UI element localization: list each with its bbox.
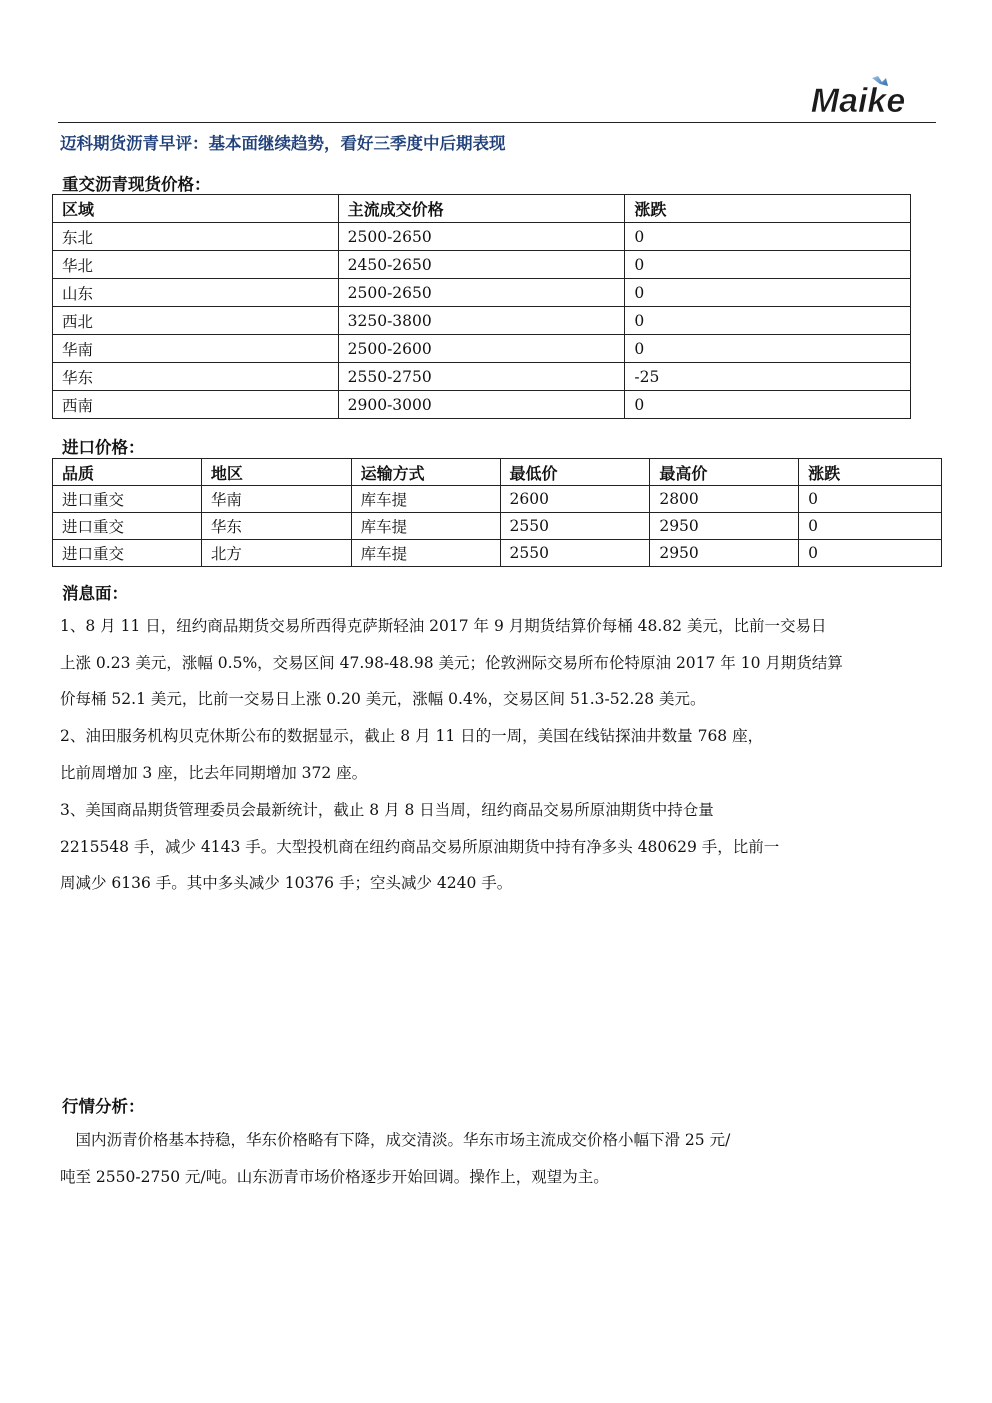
table-row — [53, 307, 911, 335]
table-cell: 0 — [799, 540, 942, 567]
table-row — [53, 251, 911, 279]
column-header: 涨跌 — [625, 195, 911, 223]
news-line: 比前周增加 3 座，比去年同期增加 372 座。 — [60, 763, 368, 782]
analysis-line: 吨至 2550-2750 元/吨。山东沥青市场价格逐步开始回调。操作上，观望为主。 — [60, 1167, 609, 1186]
news-line: 1、8 月 11 日，纽约商品期货交易所西得克萨斯轻油 2017 年 9 月期货结算价每桶 48.82 美元，比前一交易日 — [60, 617, 827, 635]
table-cell: 西南 — [53, 391, 339, 419]
table-cell: 2450-2650 — [338, 251, 625, 279]
table-cell: 华北 — [53, 251, 339, 279]
analysis-text — [60, 1122, 936, 1195]
table-cell: 0 — [799, 513, 942, 540]
document-title: 迈科期货沥青早评：基本面继续趋势，看好三季度中后期表现 — [60, 134, 506, 153]
analysis-heading: 行情分析： — [62, 1097, 145, 1116]
spot-price-heading: 重交沥青现货价格： — [62, 175, 211, 194]
table-cell: 2550-2750 — [338, 363, 625, 391]
maike-logo — [790, 76, 930, 118]
table-row — [53, 513, 942, 540]
table-cell: 0 — [625, 391, 911, 419]
news-line: 上涨 0.23 美元，涨幅 0.5%，交易区间 47.98-48.98 美元；伦敦洲际交易所布伦特原油 2017 年 10 月期货结算 — [60, 653, 843, 672]
news-line: 2、油田服务机构贝克休斯公布的数据显示，截止 8 月 11 日的一周，美国在线钻探油井数量 768 座， — [60, 727, 764, 745]
table-cell: 2500-2600 — [338, 335, 625, 363]
news-line: 3、美国商品期货管理委员会最新统计，截止 8 月 8 日当周，纽约商品交易所原油期货中持仓量 — [60, 801, 714, 819]
table-header-row — [53, 195, 911, 223]
table-cell: 2500-2650 — [338, 279, 625, 307]
table-cell: 2500-2650 — [338, 223, 625, 251]
table-row — [53, 279, 911, 307]
table-cell: 3250-3800 — [338, 307, 625, 335]
table-cell: 北方 — [201, 540, 351, 567]
table-cell: 2600 — [500, 486, 650, 513]
table-cell: 0 — [625, 335, 911, 363]
table-row — [53, 363, 911, 391]
table-cell: 库车提 — [351, 486, 500, 513]
table-row — [53, 223, 911, 251]
table-cell: 东北 — [53, 223, 339, 251]
table-cell: 2900-3000 — [338, 391, 625, 419]
page-header — [58, 70, 936, 123]
table-cell: 华南 — [201, 486, 351, 513]
import-price-heading: 进口价格： — [62, 438, 145, 457]
news-item — [60, 792, 936, 902]
column-header: 品质 — [53, 459, 202, 486]
column-header: 运输方式 — [351, 459, 500, 486]
table-cell: 华东 — [53, 363, 339, 391]
news-line: 周减少 6136 手。其中多头减少 10376 手；空头减少 4240 手。 — [60, 874, 513, 892]
table-header-row — [53, 459, 942, 486]
column-header: 区域 — [53, 195, 339, 223]
table-row — [53, 335, 911, 363]
news-line: 2215548 手，减少 4143 手。大型投机商在纽约商品交易所原油期货中持有净多头 480629 手，比前一 — [60, 837, 780, 856]
table-cell: 库车提 — [351, 513, 500, 540]
spot-price-table — [52, 194, 911, 419]
table-cell: 进口重交 — [53, 513, 202, 540]
column-header: 涨跌 — [799, 459, 942, 486]
news-line: 价每桶 52.1 美元，比前一交易日上涨 0.20 美元，涨幅 0.4%，交易区间 51.3-52.28 美元。 — [60, 690, 706, 708]
table-cell: 2550 — [500, 540, 650, 567]
table-cell: 2950 — [650, 513, 799, 540]
column-header: 最高价 — [650, 459, 799, 486]
table-row — [53, 486, 942, 513]
table-cell: 2800 — [650, 486, 799, 513]
news-item — [60, 608, 936, 718]
table-cell: 0 — [625, 307, 911, 335]
table-cell: 进口重交 — [53, 486, 202, 513]
import-price-table — [52, 458, 942, 567]
column-header: 主流成交价格 — [338, 195, 625, 223]
table-cell: 华南 — [53, 335, 339, 363]
news-heading: 消息面： — [62, 584, 128, 603]
column-header: 最低价 — [500, 459, 650, 486]
table-cell: 进口重交 — [53, 540, 202, 567]
table-cell: 2550 — [500, 513, 650, 540]
table-cell: 0 — [625, 251, 911, 279]
analysis-line: 国内沥青价格基本持稳，华东价格略有下降，成交清淡。华东市场主流成交价格小幅下滑 25 元/ — [60, 1131, 731, 1149]
table-cell: 库车提 — [351, 540, 500, 567]
table-row — [53, 540, 942, 567]
table-cell: 0 — [625, 223, 911, 251]
table-cell: 西北 — [53, 307, 339, 335]
table-cell: 华东 — [201, 513, 351, 540]
table-cell: -25 — [625, 363, 911, 391]
column-header: 地区 — [201, 459, 351, 486]
table-row — [53, 391, 911, 419]
table-cell: 山东 — [53, 279, 339, 307]
table-cell: 2950 — [650, 540, 799, 567]
svg-text:Maike: Maike — [810, 82, 906, 118]
table-cell: 0 — [799, 486, 942, 513]
news-item — [60, 718, 936, 791]
table-cell: 0 — [625, 279, 911, 307]
